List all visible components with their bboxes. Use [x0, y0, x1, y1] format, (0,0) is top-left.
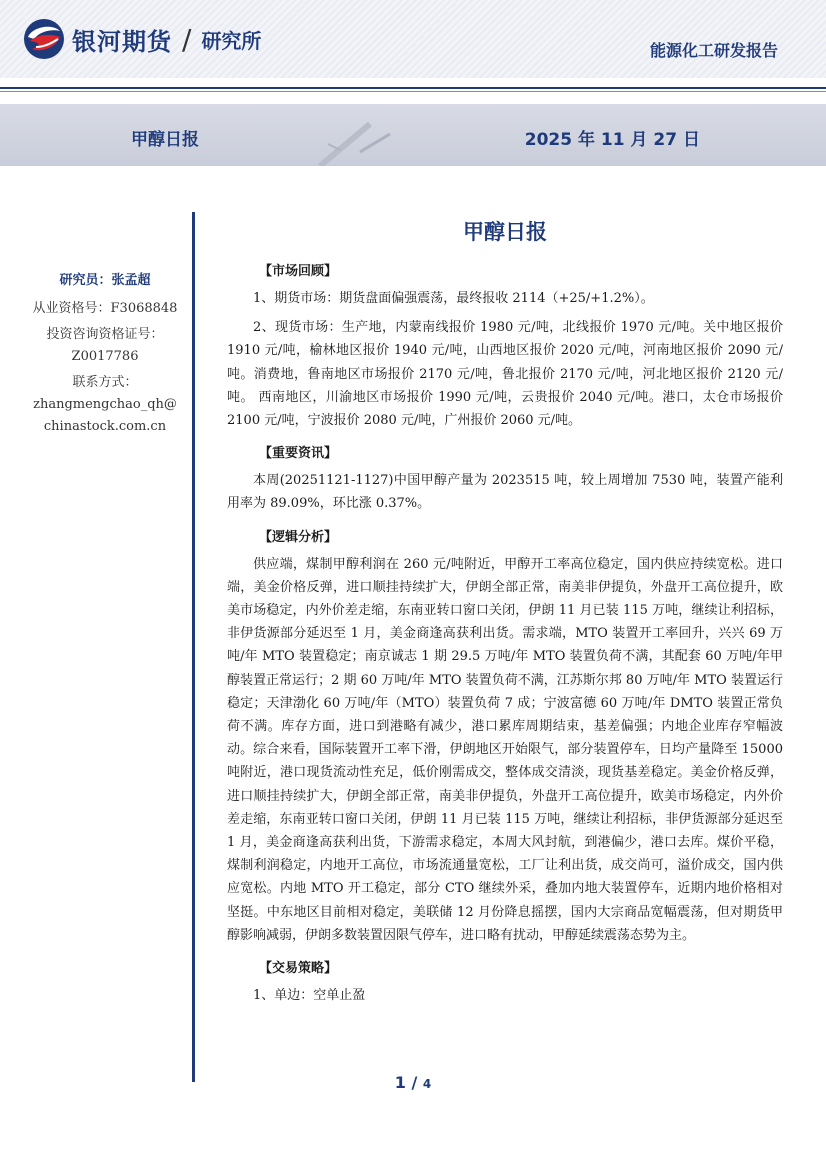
report-type: 能源化工研发报告	[649, 41, 778, 60]
contact-label: 联系方式：	[72, 375, 138, 390]
title-band	[0, 104, 826, 166]
page-number	[0, 1073, 826, 1092]
spot-market-paragraph: 2、现货市场：生产地，内蒙南线报价 1980 元/吨，北线报价 1970 元/吨。关中地区报价 1910 元/吨，榆林地区报价 1940 元/吨，山西地区报价 2020 元/吨，河南地区报价 2090 元/吨。消费地，鲁南地区市场报价 2170 元/吨，鲁北报价 2170 元/吨，河北地区报价 2120 元/吨。 西南地区，川渝地区市场报价 1990 元/吨，云贵报价 2040 元/吨。港口，太仓市场报价 2100 元/吨，宁波报价 2080 元/吨，广州报价 2060 元/吨。	[227, 320, 783, 429]
section-logic-heading: 【逻辑分析】	[259, 529, 338, 545]
report-body	[227, 216, 783, 1013]
current-page: 1	[394, 1073, 406, 1092]
section-strategy-heading: 【交易策略】	[259, 961, 338, 977]
consult-license-number: Z0017786	[71, 349, 139, 364]
license-number: 从业资格号：F3068848	[32, 301, 178, 316]
band-title: 甲醇日报	[131, 130, 199, 150]
company-logo	[22, 14, 261, 64]
header-divider	[0, 87, 826, 89]
department-name: 研究所	[201, 28, 262, 53]
header-divider-thin	[0, 91, 826, 92]
galaxy-logo-icon	[22, 17, 66, 61]
section-market-review-heading: 【市场回顾】	[259, 264, 338, 279]
strategy-paragraph: 1、单边：空单止盈	[253, 988, 366, 1004]
section-news-heading: 【重要资讯】	[259, 446, 338, 462]
logo-divider: /	[182, 22, 192, 56]
report-header	[0, 0, 826, 78]
analyst-info	[22, 270, 188, 438]
report-date: 2025 年 11 月 27 日	[524, 130, 700, 150]
sidebar-divider	[192, 212, 195, 1082]
analyst-name: 研究员：张孟超	[59, 273, 151, 288]
company-name: 银河期货	[72, 27, 172, 56]
contact-email-line1: zhangmengchao_qh@	[33, 397, 177, 412]
logic-analysis-paragraph: 供应端，煤制甲醇利润在 260 元/吨附近，甲醇开工率高位稳定，国内供应持续宽松。进口端，美金价格反弹，进口顺挂持续扩大，伊朗全部正常，南美非伊提负，外盘开工高位提升，欧美市场稳定，内外价差走缩，东南亚转口窗口关闭，伊朗 11 月已装 115 万吨，继续让利招标，非伊货源部分延迟至 1 月，美金商逢高获利出货。需求端，MTO 装置开工率回升，兴兴 69 万吨/年 MTO 装置稳定；南京诚志 1 期 29.5 万吨/年 MTO 装置负荷不满，其配套 60 万吨/年甲醇装置正常运行；2 期 60 万吨/年 MTO 装置负荷不满，江苏斯尔邦 80 万吨/年 MTO 装置运行稳定；天津渤化 60 万吨/年（MTO）装置负荷 7 成；宁波富德 60 万吨/年 DMTO 装置正常负荷不满。库存方面，进口到港略有减少，港口累库周期结束，基差偏强；内地企业库存窄幅波动。综合来看，国际装置开工率下滑，伊朗地区开始限气，部分装置停车，日均产量降至 15000 吨附近，港口现货流动性充足，低价刚需成交，整体成交清淡，现货基差稳定。美金价格反弹，进口顺挂持续扩大，伊朗全部正常，南美非伊提负，外盘开工高位提升，欧美市场稳定，内外价差走缩，东南亚转口窗口关闭，伊朗 11 月已装 115 万吨，继续让利招标，非伊货源部分延迟至 1 月，美金商逢高获利出货，下游需求稳定，本周大风封航，到港偏少，港口去库。煤价平稳，煤制利润稳定，内地开工高位，市场流通量宽松，工厂让利出货，成交尚可，溢价成交，国内供应宽松。内地 MTO 开工稳定，部分 CTO 继续外采，叠加内地大装置停车，近期内地价格相对坚挺。中东地区目前相对稳定，美联储 12 月份降息摇摆，国内大宗商品宽幅震荡，但对期货甲醇影响减弱，伊朗多数装置因限气停车，进口略有扰动，甲醇延续震荡态势为主。	[227, 556, 783, 943]
contact-email-line2: chinastock.com.cn	[43, 419, 167, 434]
page-separator: /	[411, 1073, 418, 1092]
decorative-pen-icon	[300, 104, 440, 166]
futures-market-paragraph: 1、期货市场：期货盘面偏强震荡，最终报收 2114（+25/+1.2%）。	[253, 291, 654, 306]
news-paragraph: 本周(20251121-1127)中国甲醇产量为 2023515 吨，较上周增加 7530 吨，装置产能利用率为 89.09%，环比涨 0.37%。	[227, 473, 783, 512]
consult-license-label: 投资咨询资格证号：	[46, 327, 164, 342]
document-title: 甲醇日报	[463, 220, 547, 244]
total-pages: 4	[422, 1077, 432, 1091]
